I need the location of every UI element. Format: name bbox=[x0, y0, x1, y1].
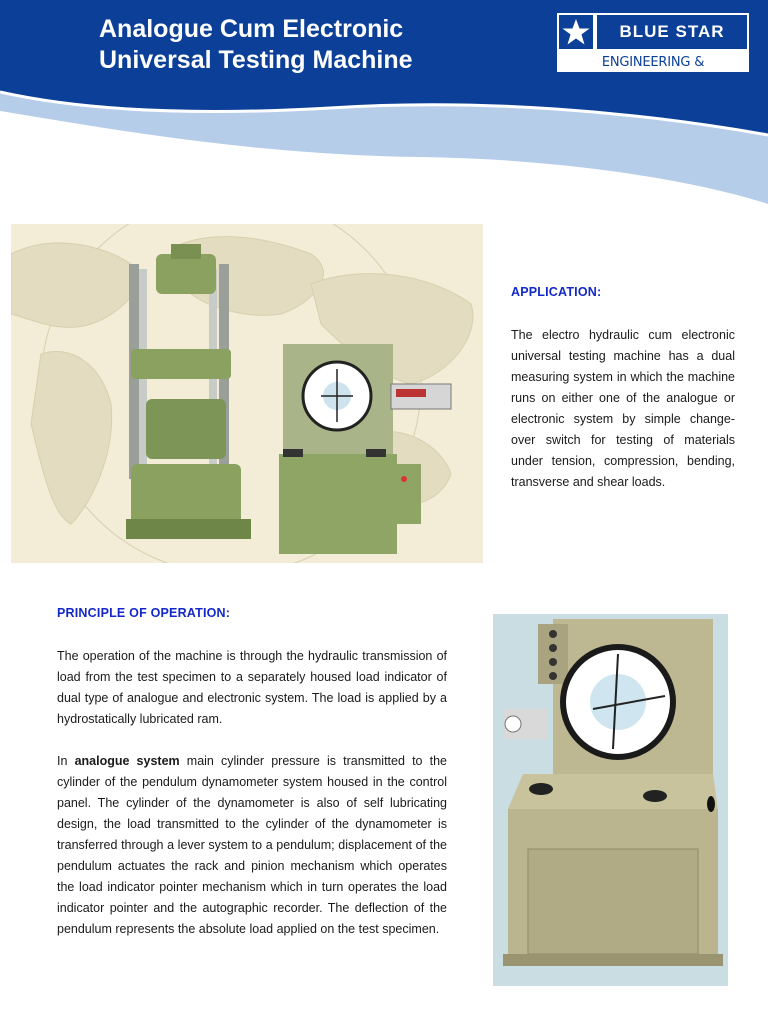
principle-paragraph-2 bbox=[57, 751, 447, 940]
indicator-illustration bbox=[493, 614, 728, 986]
application-text: The electro hydraulic cum electronic universal testing machine has a dual measuring system in which the machine runs on either one of the analogue or electronic system by simple change-over switch for testing of materials under tension, compression, bending, transverse and shear loads. bbox=[511, 328, 735, 489]
title-line-2: Universal Testing Machine bbox=[99, 46, 413, 74]
principle-heading: PRINCIPLE OF OPERATION: bbox=[57, 606, 231, 620]
application-heading: APPLICATION: bbox=[511, 285, 602, 299]
logo-top-band bbox=[557, 13, 749, 51]
star-icon bbox=[559, 15, 593, 49]
para2-rest: main cylinder pressure is transmitted to the cylinder of the pendulum dynamometer system housed in the control panel. The cylinder of the dynamometer is also of self lubricating design, the load transmitted to the cylinder of the dynamometer is transferred through a lever system to a pendulum; displacement of the pendulum actuates the rack and pinion mechanism which operates the load indicator pointer mechanism which in turn operates the load indicator pointer and the autographic recorder. The deflection of the pendulum represents the absolute load applied on the test specimen. bbox=[57, 754, 447, 936]
load-indicator-cabinet-photo bbox=[493, 614, 728, 986]
universal-testing-machine-photo bbox=[11, 224, 483, 563]
machine-illustration bbox=[11, 224, 483, 563]
page-title bbox=[99, 14, 413, 76]
title-line-1: Analogue Cum Electronic bbox=[99, 15, 404, 43]
principle-paragraph-1: The operation of the machine is through the hydraulic transmission of load from the test specimen to a separately housed load indicator of dual type of analogue and electronic system. The load is applied by a hydrostatically lubricated ram. bbox=[57, 649, 447, 726]
para2-lead: In bbox=[57, 754, 75, 768]
logo-tagline: ENGINEERING & ELECTRONICS bbox=[601, 55, 705, 90]
analogue-system-term: analogue system bbox=[74, 754, 180, 768]
logo-name: BLUE STAR bbox=[597, 15, 747, 49]
header-banner bbox=[0, 0, 768, 205]
blue-star-logo bbox=[555, 11, 751, 90]
